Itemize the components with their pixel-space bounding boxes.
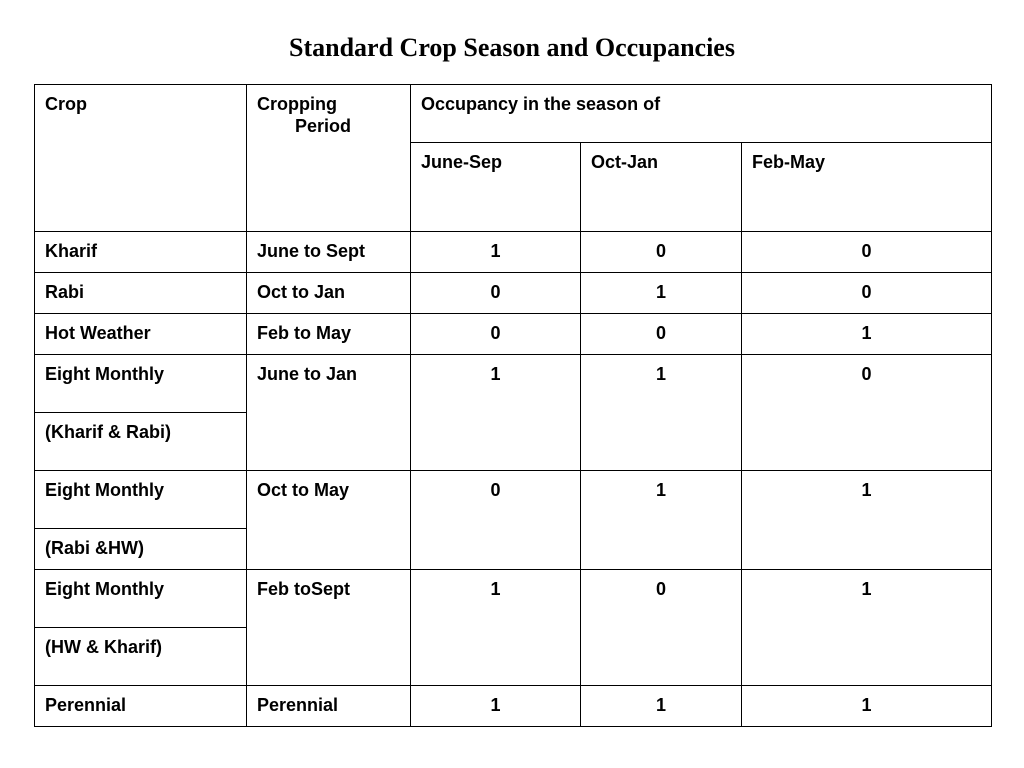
table-row (35, 471, 992, 529)
occupancy-header: Occupancy in the season of (411, 85, 992, 143)
cropping-header-line1: Cropping (257, 94, 337, 114)
value-cell: 0 (411, 314, 581, 355)
value-cell: 1 (411, 355, 581, 471)
crop-cell: Kharif (35, 232, 247, 273)
value-cell: 1 (581, 686, 742, 727)
season-header-oct-jan: Oct-Jan (581, 143, 742, 232)
value-cell: 1 (411, 686, 581, 727)
crop-cell: Perennial (35, 686, 247, 727)
table-row (35, 273, 992, 314)
value-cell: 1 (742, 570, 992, 686)
value-cell: 1 (581, 273, 742, 314)
value-cell: 0 (742, 355, 992, 471)
table-row (35, 232, 992, 273)
value-cell: 1 (581, 355, 742, 471)
value-cell: 1 (411, 570, 581, 686)
crop-cell: Eight Monthly (35, 570, 247, 628)
period-cell: June to Sept (247, 232, 411, 273)
value-cell: 0 (581, 314, 742, 355)
period-cell: Feb toSept (247, 570, 411, 686)
period-cell: Feb to May (247, 314, 411, 355)
crop-season-table (34, 84, 992, 727)
season-header-june-sep: June-Sep (411, 143, 581, 232)
cropping-header-line2: Period (295, 116, 352, 136)
crop-header: Crop (35, 85, 247, 232)
period-cell: June to Jan (247, 355, 411, 471)
crop-cell: Eight Monthly (35, 355, 247, 413)
table-row (35, 686, 992, 727)
season-header-feb-may: Feb-May (742, 143, 992, 232)
value-cell: 0 (411, 273, 581, 314)
value-cell: 0 (742, 273, 992, 314)
value-cell: 1 (742, 314, 992, 355)
value-cell: 0 (411, 471, 581, 570)
period-cell: Perennial (247, 686, 411, 727)
header-row (35, 85, 992, 143)
value-cell: 0 (742, 232, 992, 273)
value-cell: 1 (742, 471, 992, 570)
subcrop-cell: (Kharif & Rabi) (35, 413, 247, 471)
crop-cell: Hot Weather (35, 314, 247, 355)
period-cell: Oct to May (247, 471, 411, 570)
subcrop-cell: (Rabi &HW) (35, 529, 247, 570)
crop-cell: Eight Monthly (35, 471, 247, 529)
table-row (35, 570, 992, 628)
value-cell: 1 (581, 471, 742, 570)
value-cell: 0 (581, 232, 742, 273)
value-cell: 1 (411, 232, 581, 273)
page-title: Standard Crop Season and Occupancies (289, 33, 735, 62)
table-row (35, 355, 992, 413)
table-row (35, 314, 992, 355)
period-cell: Oct to Jan (247, 273, 411, 314)
cropping-period-header (247, 85, 411, 232)
crop-cell: Rabi (35, 273, 247, 314)
value-cell: 1 (742, 686, 992, 727)
subcrop-cell: (HW & Kharif) (35, 628, 247, 686)
value-cell: 0 (581, 570, 742, 686)
